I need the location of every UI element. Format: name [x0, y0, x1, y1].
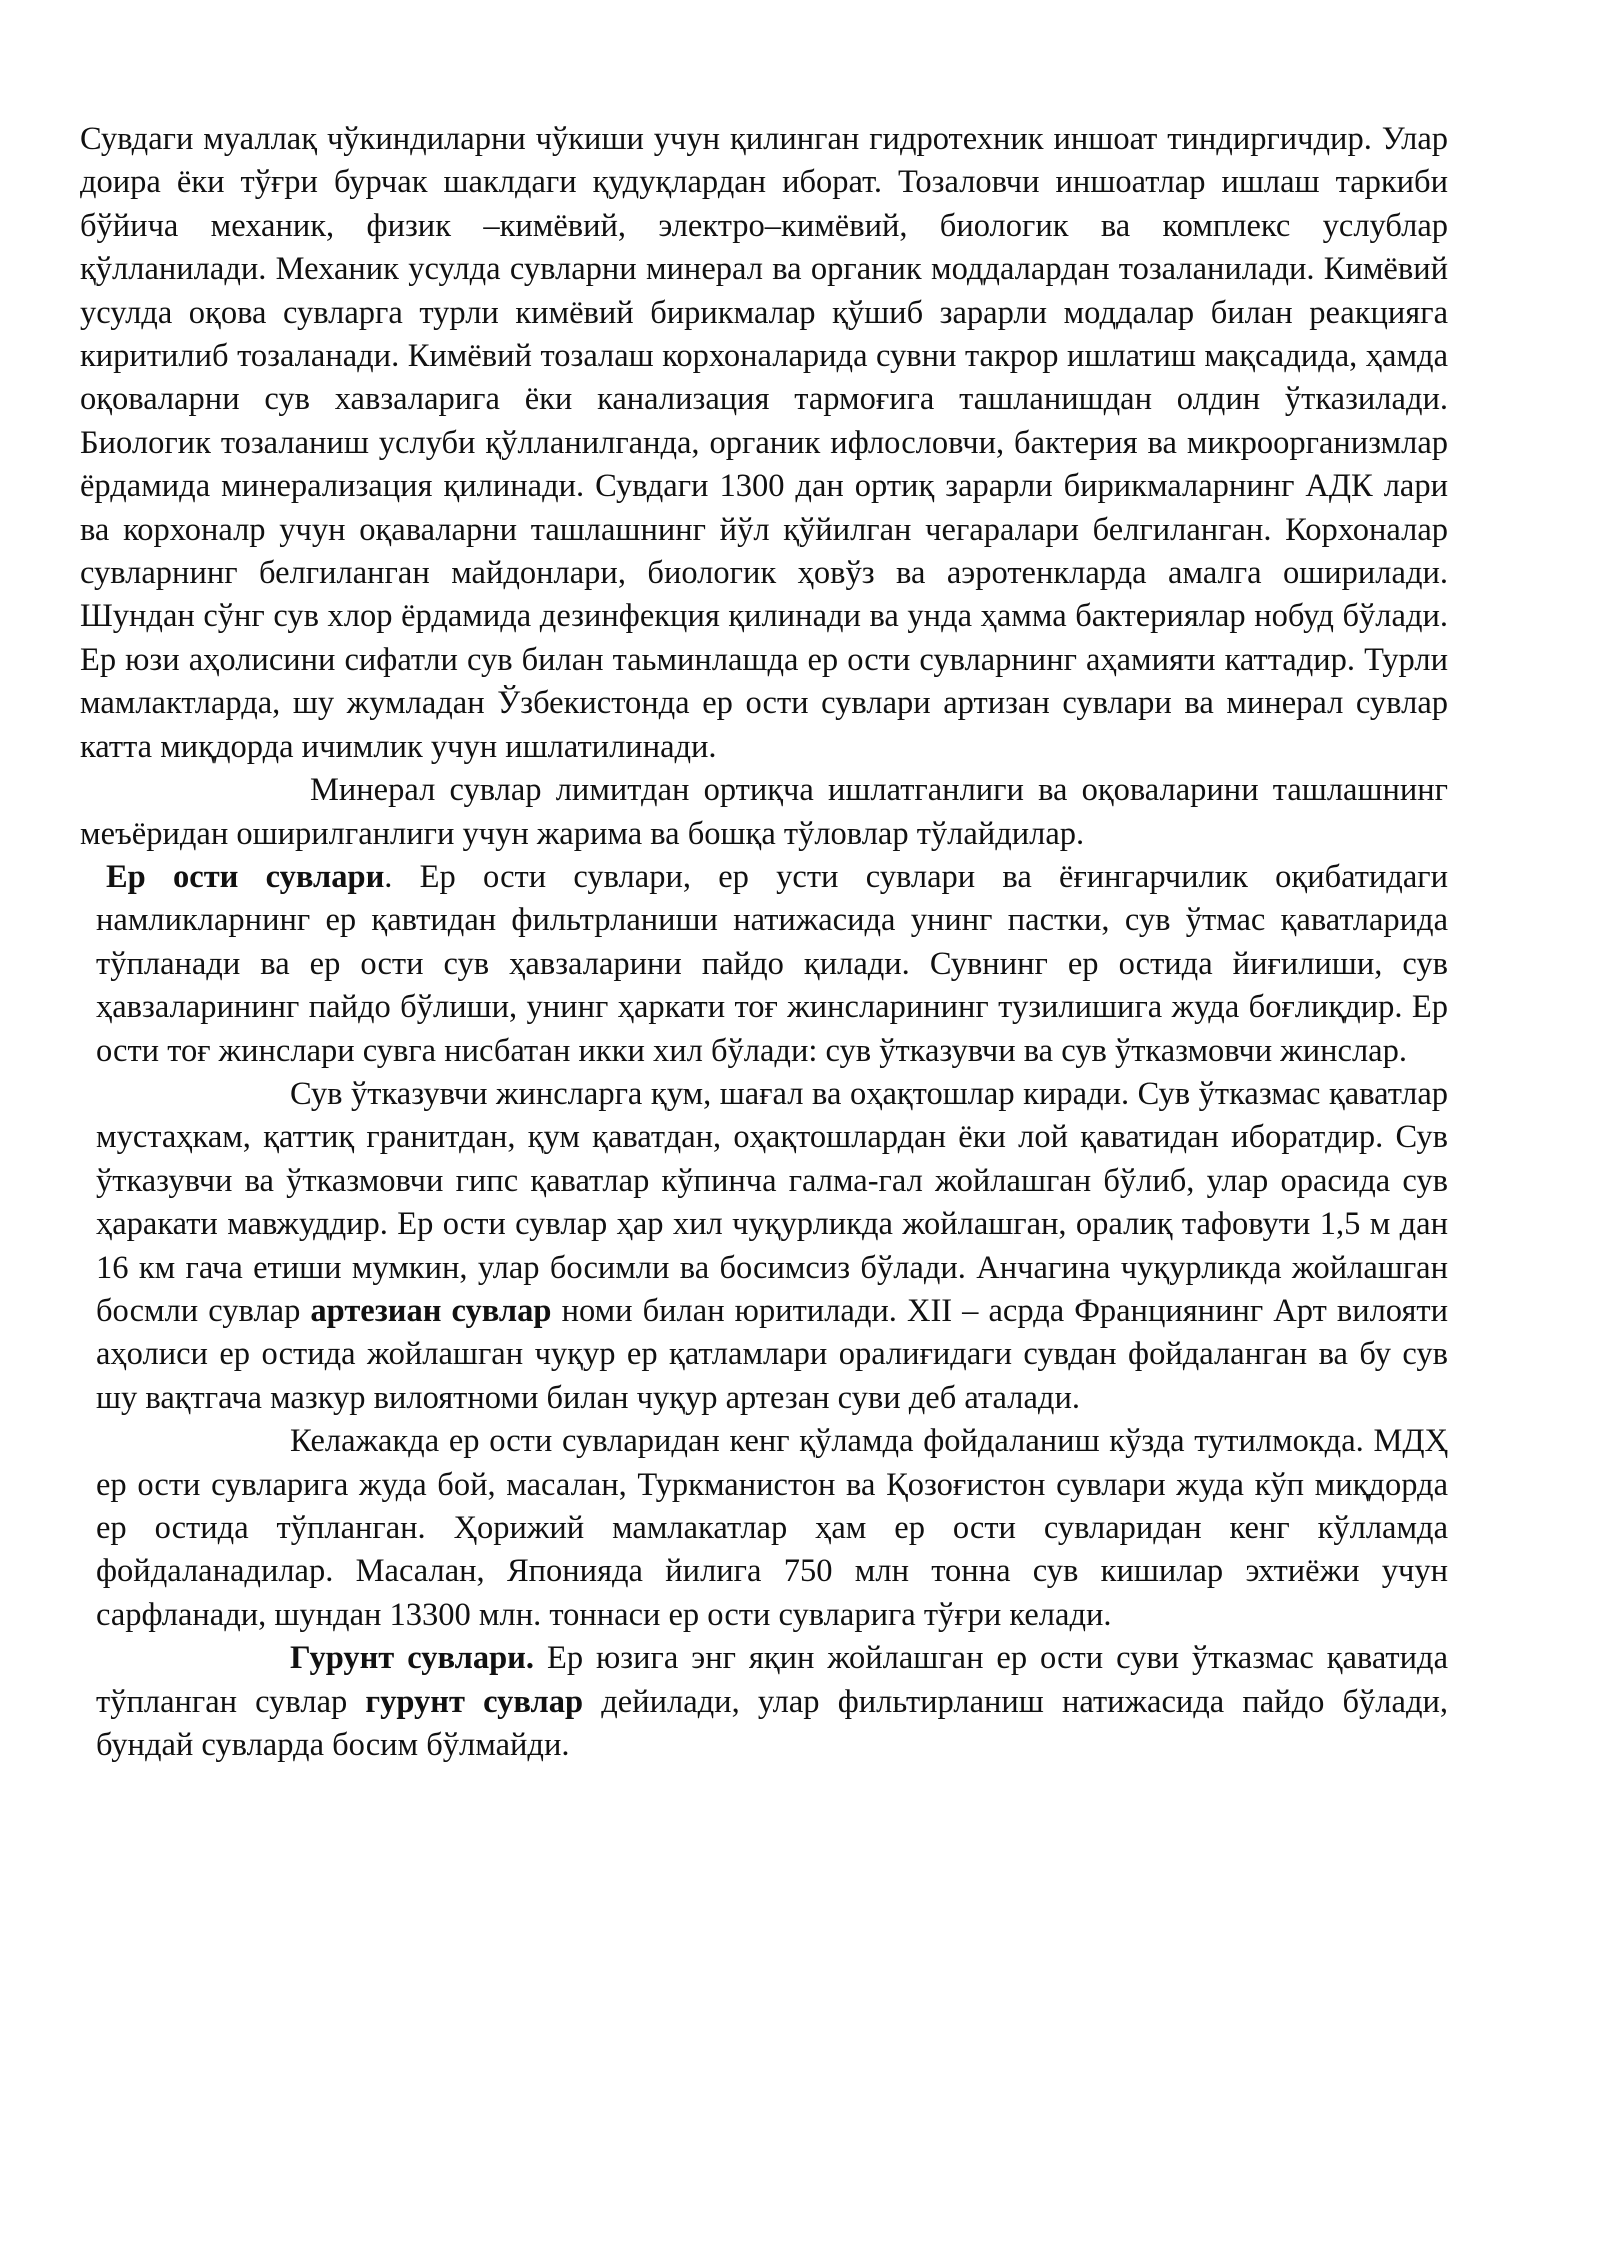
bold-term-artesian-water: артезиан сувлар [310, 1292, 552, 1329]
paragraph-mineral-water-fines [80, 769, 1448, 856]
paragraph-future-use [80, 1420, 1448, 1637]
paragraph-text: Минерал сувлар лимитдан ортиқча ишлатганлиги ва оқоваларини ташлашнинг меъёридан оширилганлиги учун жарима ва бошқа тўловлар тўлайдилар. [80, 772, 1448, 852]
section-heading-groundwater: Ер ости сувлари [106, 858, 385, 895]
document-page [80, 118, 1448, 1767]
bold-term-ground-waters: гурунт сувлар [365, 1683, 584, 1720]
paragraph-text: Сув ўтказувчи жинсларга қум, шағал ва оҳақтошлар киради. Сув ўтказмас қаватлар мустаҳкам, қаттиқ гранитдан, қум қаватдан, оҳақтошлардан ёки лой қаватидан иборатдир. Сув ўтказувчи ва ўтказмовчи гипс қаватлар кўпинча галма-гал жойлашган бўлиб, улар орасида сув ҳаракати мавжуддир. Ер ости сувлар ҳар хил чуқурликда жойлашган, оралиқ тафовути 1,5 м дан 16 км гача етиши мумкин, улар босимли ва босимсиз бўлади. Анчагина чуқурликда жойлашган босмли сувлар [96, 1075, 1448, 1329]
paragraph-groundwater [80, 856, 1448, 1073]
paragraph-ground-waters [80, 1637, 1448, 1767]
section-heading-ground-waters: Гурунт сувлари. [290, 1640, 535, 1677]
paragraph-text: Келажакда ер ости сувларидан кенг қўламда фойдаланиш кўзда тутилмокда. МДҲ ер ости сувларига жуда бой, масалан, Туркманистон ва Қозоғистон сувлари жуда кўп миқдорда ер остида тўпланган. Ҳорижий мамлакатлар ҳам ер ости сувларидан кенг кўлламда фойдаланадилар. Масалан, Японияда йилига 750 млн тонна сув кишилар эхтиёжи учун сарфланади, шундан 13300 млн. тоннаси ер ости сувларига тўғри келади. [96, 1423, 1448, 1633]
paragraph-permeable-rocks [80, 1073, 1448, 1420]
paragraph-text: дейилади, улар фильтирланиш натижасида пайдо бўлади, бундай сувларда босим бўлмайди. [96, 1683, 1449, 1764]
paragraph-text: Сувдаги муаллақ чўкиндиларни чўкиши учун қилинган гидротехник иншоат тиндиргичдир. Улар доира ёки тўғри бурчак шаклдаги қудуқлардан иборат. Тозаловчи иншоатлар ишлаш таркиби бўйича механик, физик –кимёвий, электро–кимёвий, биологик ва комплекс услублар қўлланилади. Механик усулда сувларни минерал ва органик моддалардан тозаланилади. Кимёвий усулда оқова сувларга турли кимёвий бирикмалар қўшиб зарарли моддалар билан реакцияга киритилиб тозаланади. Кимёвий тозалаш корхоналарида сувни такрор ишлатиш мақсадида, ҳамда оқоваларни сув хавзаларига ёки канализация тармоғига ташланишдан олдин ўтказилади. Биологик тозаланиш услуби қўлланилганда, органик ифлословчи, бактерия ва микроорганизмлар ёрдамида минерализация қилинади. Сувдаги 1300 дан ортиқ зарарли бирикмаларнинг АДК лари ва корхоналр учун оқаваларни ташлашнинг йўл қўйилган чегаралари белгиланган. Корхоналар сувларнинг белгиланган майдонлари, биологик ҳовўз ва аэротенкларда амалга оширилади. Шундан сўнг сув хлор ёрдамида дезинфекция қилинади ва унда ҳамма бактериялар нобуд бўлади. Ер юзи аҳолисини сифатли сув билан таьминлашда ер ости сувларнинг аҳамияти каттадир. Турли мамлактларда, шу жумладан Ўзбекистонда ер ости сувлари артизан сувлари ва минерал сувлар катта миқдорда ичимлик учун ишлатилинади. [80, 121, 1448, 765]
paragraph-text: номи билан юритилади. XII – асрда Франциянинг Арт вилояти аҳолиси ер остида жойлашган чуқур ер қатламлари оралиғидаги сувдан фойдаланган ва бу сув шу вақтгача мазкур вилоятноми билан чуқур артезан суви деб аталади. [96, 1292, 1448, 1416]
paragraph-text: Ер юзига энг яқин жойлашган ер ости суви ўтказмас қаватида тўпланган сувлар [96, 1640, 1448, 1720]
paragraph-text: . Ер ости сувлари, ер усти сувлари ва ёғингарчилик оқибатидаги намликларнинг ер қавтидан фильтрланиши натижасида унинг пастки, сув ўтмас қаватларида тўпланади ва ер ости сув ҳавзаларини пайдо қилади. Сувнинг ер остида йиғилиши, сув ҳавзаларининг пайдо бўлиши, унинг ҳаркати тоғ жинсларининг тузилишига жуда боғлиқдир. Ер ости тоғ жинслари сувга нисбатан икки хил бўлади: сув ўтказувчи ва сув ўтказмовчи жинслар. [96, 858, 1448, 1069]
paragraph-sediment-tanks [80, 118, 1448, 769]
